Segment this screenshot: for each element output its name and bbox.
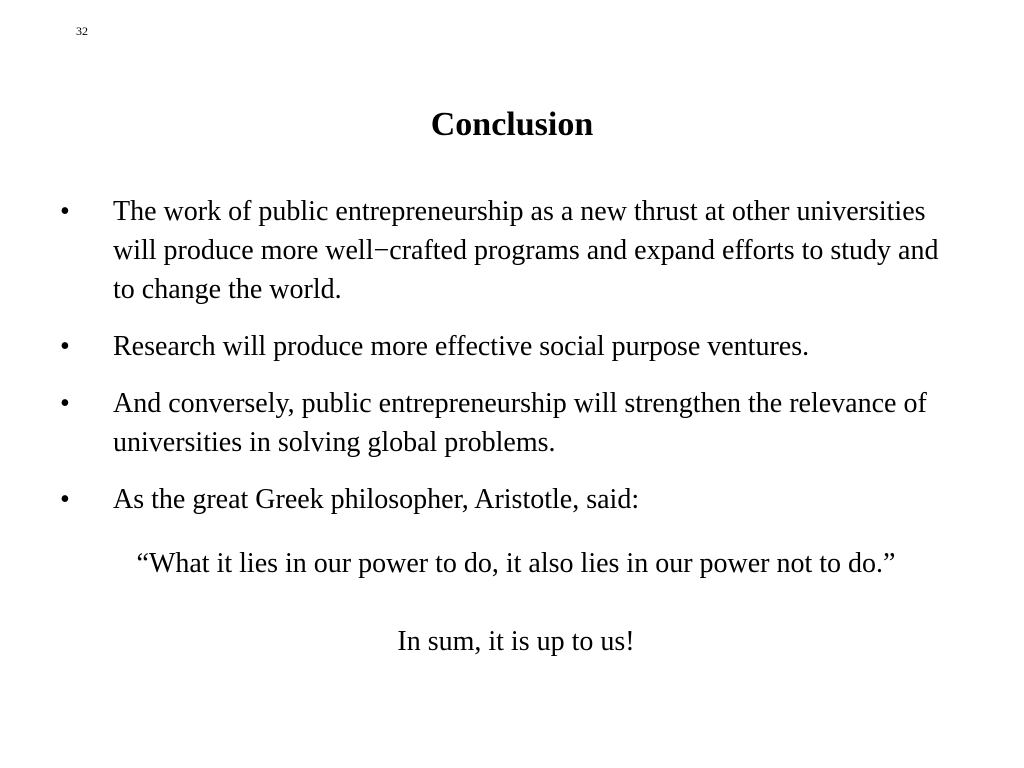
bullet-item xyxy=(60,192,940,309)
closing-statement: In sum, it is up to us! xyxy=(397,626,635,657)
bullet-text: As the great Greek philosopher, Aristotle, said: xyxy=(113,484,640,515)
bullet-icon: • xyxy=(60,196,70,227)
slide-title: Conclusion xyxy=(430,106,594,143)
bullet-text: Research will produce more effective social purpose ventures. xyxy=(113,331,810,362)
bullet-icon: • xyxy=(60,388,70,419)
bullet-text: And conversely, public entrepreneurship will strengthen the relevance of universities in solving global problems. xyxy=(113,388,927,458)
bullet-item xyxy=(60,480,940,519)
aristotle-quote: “What it lies in our power to do, it also lies in our power not to do.” xyxy=(136,548,896,579)
bullet-item xyxy=(60,327,940,366)
bullet-item xyxy=(60,384,940,462)
bullet-list xyxy=(60,192,940,537)
bullet-icon: • xyxy=(60,331,70,362)
bullet-icon: • xyxy=(60,484,70,515)
bullet-text: The work of public entrepreneurship as a new thrust at other universities will produce more well−crafted programs and expand efforts to study and to change the world. xyxy=(113,196,939,305)
page-number: 32 xyxy=(76,24,88,38)
